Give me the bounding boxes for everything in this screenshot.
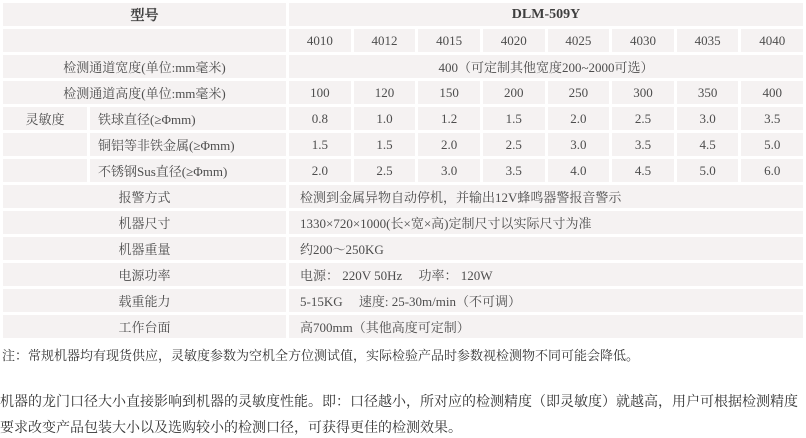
nonferrous-value: 1.5 [289, 133, 351, 156]
empty-cell [3, 133, 87, 156]
nonferrous-value: 3.0 [548, 133, 610, 156]
row-weight [3, 237, 803, 260]
channel-height-value: 400 [741, 81, 803, 104]
empty-cell [3, 159, 87, 182]
iron-ball-value: 3.0 [677, 107, 739, 130]
alarm-value: 检测到金属异物自动停机，并输出12V蜂鸣器警报音警示 [289, 185, 803, 208]
load-label: 载重能力 [3, 289, 286, 312]
iron-ball-value: 0.8 [289, 107, 351, 130]
nonferrous-value: 2.5 [483, 133, 545, 156]
stainless-label: 不锈钢Sus直径(≥Φmm) [90, 159, 286, 182]
stainless-value: 6.0 [741, 159, 803, 182]
model-number-cell: 4010 [289, 29, 351, 52]
row-channel-height [3, 81, 803, 104]
row-power [3, 263, 803, 286]
iron-ball-value: 1.2 [418, 107, 480, 130]
iron-ball-value: 1.5 [483, 107, 545, 130]
row-sensitivity-nonferrous [3, 133, 803, 156]
weight-label: 机器重量 [3, 237, 286, 260]
iron-ball-value: 3.5 [741, 107, 803, 130]
model-number-cell: 4015 [418, 29, 480, 52]
power-value: 电源： 220V 50Hz 功率： 120W [289, 263, 803, 286]
iron-ball-value: 1.0 [354, 107, 416, 130]
stainless-value: 2.0 [289, 159, 351, 182]
sensitivity-group-label: 灵敏度 [3, 107, 87, 130]
empty-cell [3, 29, 286, 52]
nonferrous-value: 4.5 [677, 133, 739, 156]
channel-width-value: 400（可定制其他宽度200~2000可选） [289, 55, 803, 78]
size-label: 机器尺寸 [3, 211, 286, 234]
row-sensitivity-stainless [3, 159, 803, 182]
load-value: 5-15KG 速度: 25-30m/min（不可调） [289, 289, 803, 312]
channel-height-value: 200 [483, 81, 545, 104]
iron-ball-value: 2.0 [548, 107, 610, 130]
channel-height-value: 300 [612, 81, 674, 104]
row-sensitivity-iron [3, 107, 803, 130]
channel-height-value: 250 [548, 81, 610, 104]
row-alarm [3, 185, 803, 208]
model-number-cell: 4030 [612, 29, 674, 52]
channel-height-value: 120 [354, 81, 416, 104]
stainless-value: 4.0 [548, 159, 610, 182]
row-worktop [3, 315, 803, 338]
weight-value: 约200～250KG [289, 237, 803, 260]
stainless-value: 2.5 [354, 159, 416, 182]
model-number-cell: 4012 [354, 29, 416, 52]
nonferrous-value: 5.0 [741, 133, 803, 156]
channel-width-label: 检测通道宽度(单位:mm毫米) [3, 55, 286, 78]
worktop-value: 高700mm（其他高度可定制） [289, 315, 803, 338]
stainless-value: 3.5 [483, 159, 545, 182]
iron-ball-label: 铁球直径(≥Φmm) [90, 107, 286, 130]
model-label: 型号 [3, 3, 286, 26]
nonferrous-label: 铜铝等非铁金属(≥Φmm) [90, 133, 286, 156]
nonferrous-value: 2.0 [418, 133, 480, 156]
row-model [3, 3, 803, 26]
model-number-cell: 4035 [677, 29, 739, 52]
stainless-value: 3.0 [418, 159, 480, 182]
row-channel-width [3, 55, 803, 78]
channel-height-value: 350 [677, 81, 739, 104]
power-label: 电源功率 [3, 263, 286, 286]
nonferrous-value: 1.5 [354, 133, 416, 156]
spec-note: 注：常规机器均有现货供应，灵敏度参数为空机全方位测试值，实际检验产品时参数视检测物不同可能会降低。 [2, 348, 640, 363]
channel-height-value: 150 [418, 81, 480, 104]
row-load [3, 289, 803, 312]
description-paragraph: 机器的龙门口径大小直接影响到机器的灵敏度性能。即：口径越小，所对应的检测精度（即灵敏度）就越高，用户可根据检测精度要求改变产品包装大小以及选购较小的检测口径，可获得更佳的检测效果。 [0, 395, 798, 436]
worktop-label: 工作台面 [3, 315, 286, 338]
stainless-value: 4.5 [612, 159, 674, 182]
alarm-label: 报警方式 [3, 185, 286, 208]
size-value: 1330×720×1000(长×宽×高)定制尺寸以实际尺寸为准 [289, 211, 803, 234]
iron-ball-value: 2.5 [612, 107, 674, 130]
model-number-cell: 4040 [741, 29, 803, 52]
model-number-cell: 4025 [548, 29, 610, 52]
row-size [3, 211, 803, 234]
model-value: DLM-509Y [289, 3, 803, 26]
stainless-value: 5.0 [677, 159, 739, 182]
channel-height-label: 检测通道高度(单位:mm毫米) [3, 81, 286, 104]
row-model-numbers [3, 29, 803, 52]
nonferrous-value: 3.5 [612, 133, 674, 156]
channel-height-value: 100 [289, 81, 351, 104]
model-number-cell: 4020 [483, 29, 545, 52]
